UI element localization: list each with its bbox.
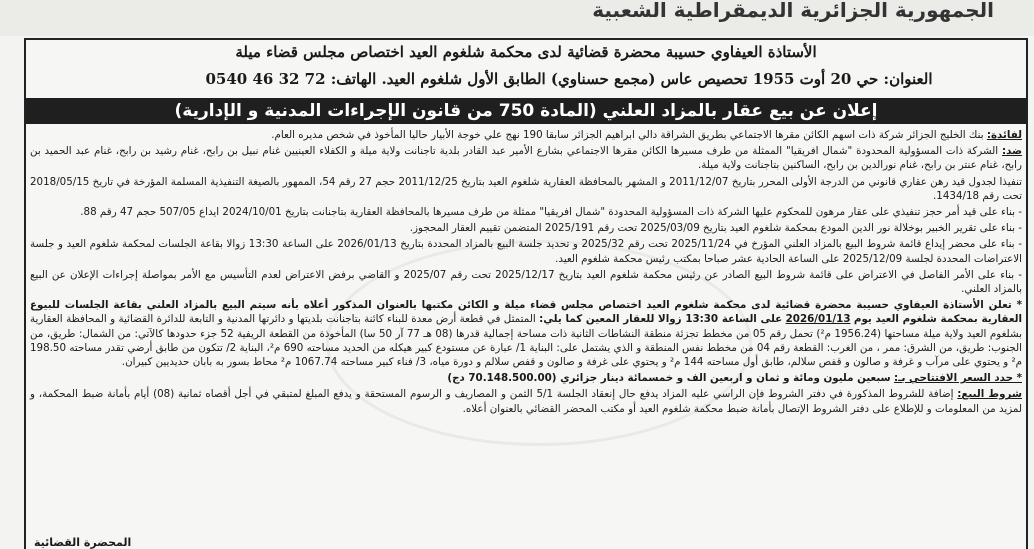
notice-body bbox=[30, 128, 1022, 418]
debtor-label: ضد: bbox=[1002, 145, 1023, 158]
starting-price-label: * حدد السعر الافتتاحي بـ: bbox=[893, 372, 1022, 385]
debtor-paragraph bbox=[30, 144, 1022, 172]
creditor-label: لفائدة: bbox=[986, 129, 1022, 141]
sale-conditions-paragraph bbox=[30, 387, 1022, 415]
legal-notice-frame bbox=[24, 38, 1028, 549]
sale-conditions-text: إضافة للشروط المذكورة في دفتر الشروط فإن الراسي عليه المزاد يدفع حال إنعقاد الجلسة 5/1 الثمن و المصاريف و الرسوم المستحقة و يدفع المبلغ لمتبقي في أجل أقصاه ثمانية (08) أيام بأمانة ضبط المحكمة، و لمزيد من المعلومات و للإطلاع على دفتر الشروط الإتصال بأمانة ضبط محكمة شلغوم العيد أو مكتب المحضر القضائي بالعنوان أعلاه. bbox=[30, 388, 1022, 415]
office-name: الأستاذة العيفاوي حسيبة محضرة قضائية لدى محكمة شلغوم العيد اختصاص مجلس قضاء ميلة bbox=[235, 43, 817, 61]
seizure-paragraph: - بناء على قيد أمر حجز تنفيذي على عقار مرهون للمحكوم عليها الشركة ذات المسؤولية المحدودة "شمال افريقيا" ممثلة من طرف مسيرها بالمحافظة العقارية بتاجنانت بتاريخ 2024/10/01 ايداع 507/05 حجم 47 رقم 88. bbox=[80, 206, 1022, 219]
newspaper-header-text: الجمهورية الجزائرية الديمقراطية الشعبية bbox=[592, 0, 994, 22]
announcement-lead: * تعلن الأستاذة العيفاوي حسيبة محضرة قضائية لدى محكمة شلغوم العيد اختصاص مجلس قضاء ميلة و الكائن مكتبها بالعنوان المذكور أعلاه بأنه سيتم البيع بالمزاد العلني بقاعة الجلسات للبيوع العقارية بمحكمة شلغوم العيد يوم bbox=[30, 299, 1023, 326]
objection-ruling-paragraph: - بناء على الأمر الفاصل في الاعتراض على قائمة شروط البيع الصادر عن رئيس محكمة شلغوم العيد بتاريخ 2025/12/17 تحت رقم 2025/07 و القاضي برفض الاعتراض لعدم التأسيس مع الأمر بمواصلة إجراءات الإعلان عن البيع بالمزاد العلني. bbox=[30, 268, 1022, 296]
signature-label: المحضرة القضائية bbox=[34, 536, 132, 549]
sale-announcement-paragraph bbox=[30, 298, 1022, 369]
notice-title: إعلان عن بيع عقار بالمزاد العلني (المادة 750 من قانون الإجراءات المدنية و الإدارية) bbox=[26, 98, 1026, 124]
creditor-paragraph bbox=[30, 128, 1022, 142]
office-address: العنوان: حي 20 أوت 1955 تحصيص عاس (مجمع حسناوي) الطابق الأول شلغوم العيد. الهاتف: 72 32 46 0540 bbox=[205, 70, 933, 88]
sale-date: 2026/01/13 bbox=[785, 313, 851, 326]
conditions-deposit-paragraph: - بناء على محضر إيداع قائمة شروط البيع بالمزاد العلني المؤرخ في 2025/11/24 تحت رقم 2025/32 و تحديد جلسة البيع بالمزاد المحددة بتاريخ 2026/01/13 على الساعة 13:30 زوالا بقاعة الجلسات لمحكمة شلغوم العيد و جلسة الاعتراضات المحددة لجلسة 2025/12/09 على الساعة الحادية عشر صباحا بمكتب رئيس محكمة شلغوم العيد. bbox=[30, 238, 1022, 265]
creditor-text: بنك الخليج الجزائر شركة ذات اسهم الكائن مقرها الاجتماعي بطريق الشراقة دالي ابراهيم الجزائر سابقا 190 نهج علي خوجة الأبيار حاليا المأخوذ في شخص مديره العام. bbox=[271, 129, 984, 141]
starting-price-text: سبعين مليون ومائة و ثمان و اربعين الف و خمسمائة دينار جزائري (70.148.500.00 دج) bbox=[447, 372, 891, 385]
starting-price-paragraph bbox=[30, 371, 1022, 385]
mortgage-paragraph: تنفيذا لجدول قيد رهن عقاري قانوني من الدرجة الأولى المحرر بتاريخ 2011/12/07 و المشهر بالمحافظة العقارية شلغوم العيد بتاريخ 2011/12/25 حجم 27 رقم 54، الممهور بالصيغة التنفيذية المسلمة المؤرخة في تاريخ 2018/05/15 تحت رقم 1434/18. bbox=[30, 175, 1023, 202]
sale-time: على الساعة 13:30 زوالا للعقار المعين كما يلي: bbox=[539, 313, 783, 326]
property-description: المتمثل في قطعة أرض معدة للبناء كائنة بتاجنانت بلديتها و دائرتها المدنية و التابعة للدائرة القضائية و المحافظة العقارية بشلغوم العيد ولاية ميلة مساحتها (1956.24 م²) تحمل رقم 05 من مخطط تجزئة منطقة النشاطات الثانية ذات مساحة إجمالية قدرها (08 هـ 77 آر 50 سا) المأخوذة من القطعة الريفية 52 جزء حدودها كالآتي: من الشمال: طريق، من الجنوب: طريق، من الشرق: ممر ، من الغرب: القطعة رقم 04 من مخطط نفس المنطقة و الذي يشتمل على: البناية 1/ عبارة عن مستودع كبير هيكله من الحديد مساحته 690 م²، البناية 2/ تتكون من طابق أرضي تقدر مساحته 198.50 م² و يحتوي على مرآب و غرفة و صالون و قفص سلالم، طابق أول مساحته 144 م² و يحتوي على غرفة و صالون و قفص سلالم و دورة مياه، 3/ فناء كبير مساحته 1067.74 م² محاط بسور به بابان حديديين كبيران. bbox=[30, 313, 1022, 369]
expert-report-paragraph: - بناء على تقرير الخبير بوخلالة نور الدين المودع بمحكمة شلغوم العيد بتاريخ 2025/03/09 تحت رقم 2025/191 المتضمن تقييم العقار المحجوز. bbox=[409, 222, 1022, 235]
debtor-text: الشركة ذات المسؤولية المحدودة "شمال افريقيا" الممثلة من طرف مسيرها الكائن مقرها الاجتماعي بشارع الأمير عبد القادر بلدية تاجنانت ولاية ميلة و الكفلاء العينيين غنام نبيل بن رابح، غنام رشيد بن رابح، غنام عبد الحميد بن رابح، غنام عنتر بن رابح، غنام نورالدين بن رابح، الساكنين بتاجنانت ولاية ميلة. bbox=[30, 145, 1022, 172]
sale-conditions-label: شروط البيع: bbox=[957, 388, 1022, 401]
newspaper-header-strip bbox=[0, 0, 1034, 36]
